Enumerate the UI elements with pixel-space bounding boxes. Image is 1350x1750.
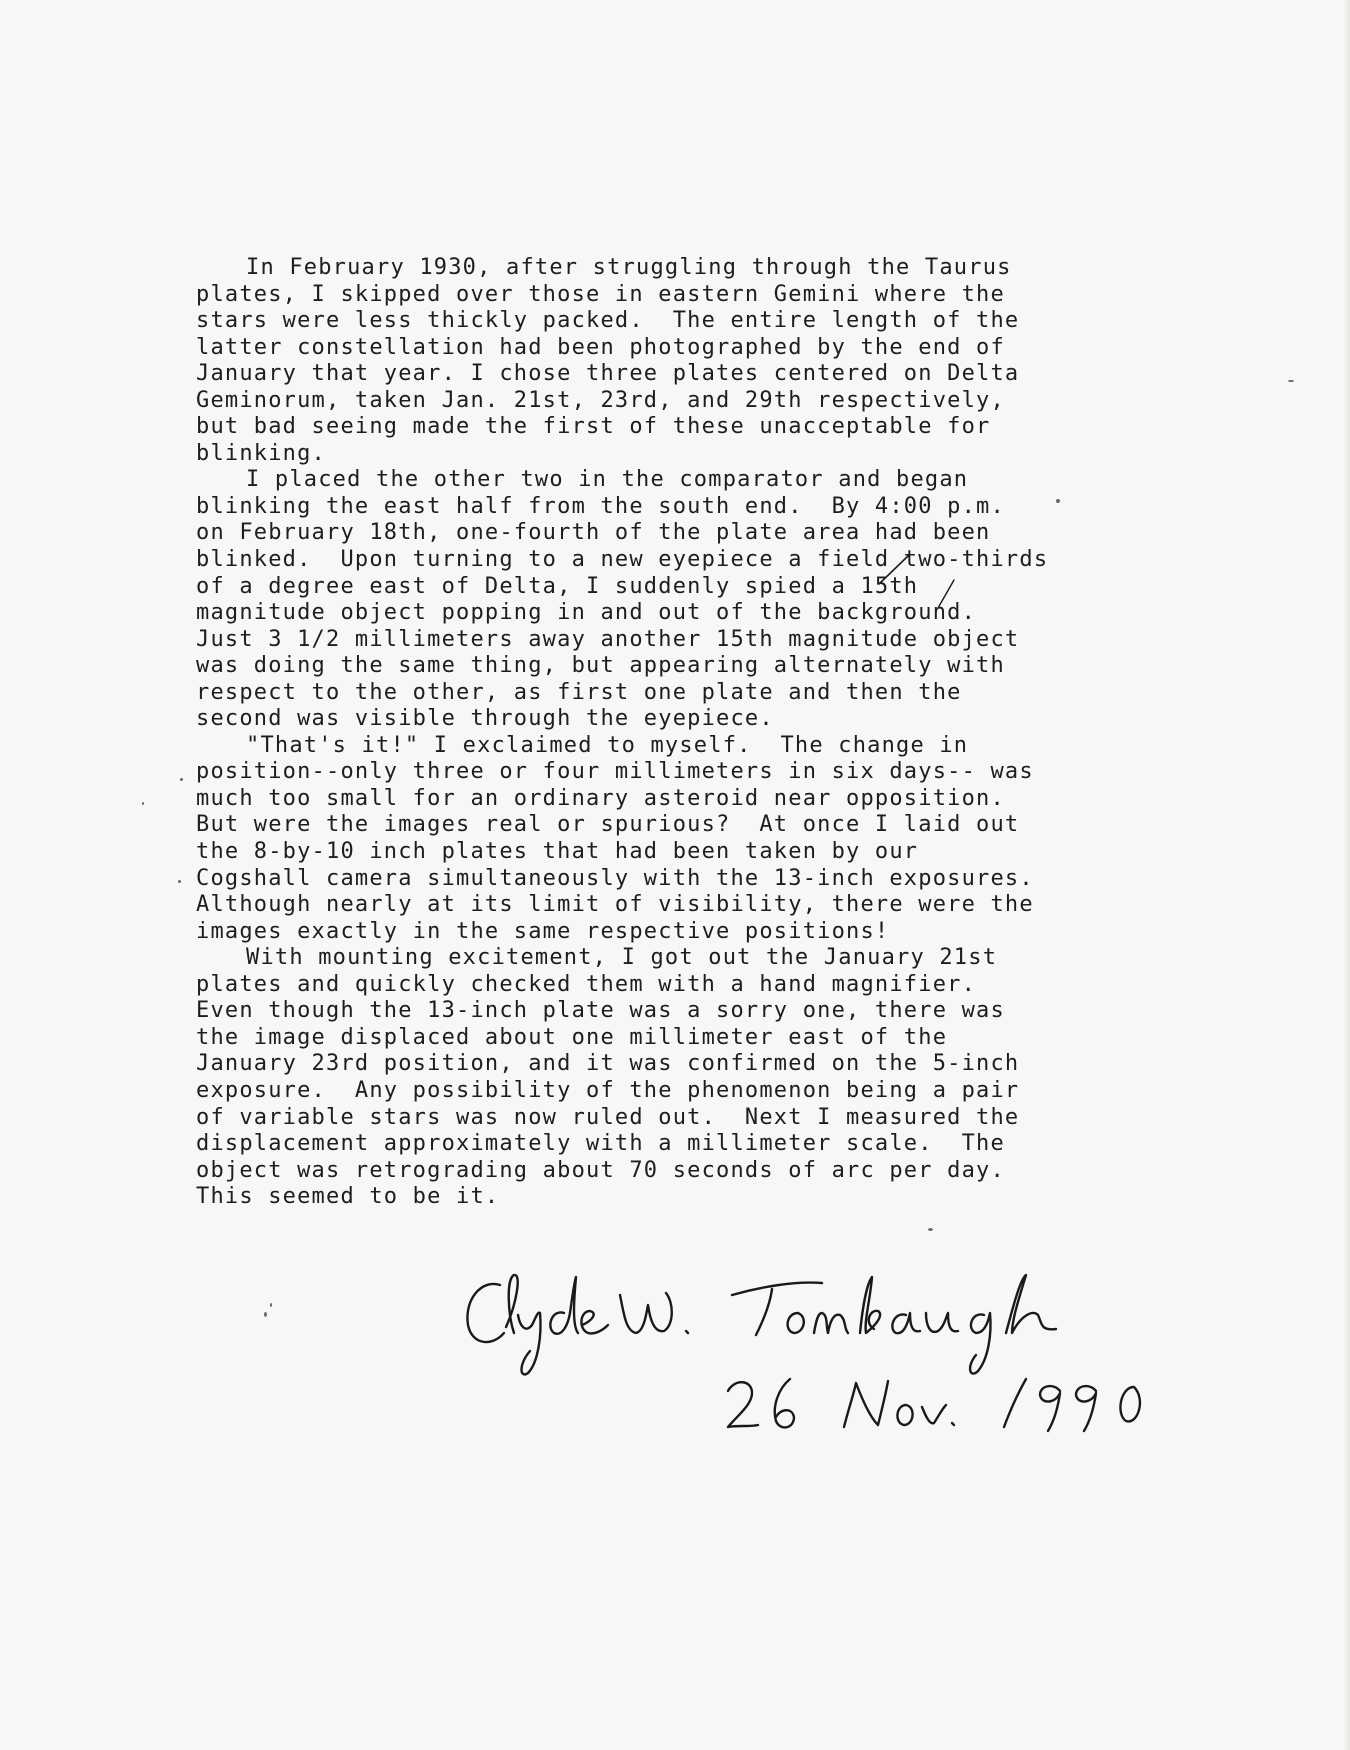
handwritten-strike-mark (876, 552, 912, 588)
letter-line: This seemed to be it. (196, 1184, 500, 1210)
paper-speck (264, 1312, 267, 1317)
letter-line: second was visible through the eyepiece. (196, 706, 774, 732)
paper-speck (1056, 499, 1060, 503)
paper-speck (1288, 380, 1294, 382)
letter-line: of variable stars was now ruled out. Next I measured the (196, 1104, 1020, 1130)
paper-speck (928, 1228, 933, 1231)
letter-line: Even though the 13-inch plate was a sorry one, there was (196, 998, 1005, 1024)
paper-speck (180, 778, 183, 781)
letter-line: but bad seeing made the first of these unacceptable for (196, 414, 991, 440)
letter-line: Just 3 1/2 millimeters away another 15th magnitude object (196, 626, 1020, 652)
letter-line: the image displaced about one millimeter east of the (196, 1024, 948, 1050)
letter-line: object was retrograding about 70 seconds of arc per day. (196, 1157, 1005, 1183)
letter-line: on February 18th, one-fourth of the plate area had been (196, 520, 991, 546)
letter-line: was doing the same thing, but appearing alternately with (196, 653, 1005, 679)
paper-edge (1344, 0, 1350, 1750)
letter-line: Cogshall camera simultaneously with the 13-inch exposures. (196, 865, 1034, 891)
letter-line: January that year. I chose three plates centered on Delta (196, 361, 1020, 387)
letter-line: of a degree east of Delta, I suddenly spied a 15th (196, 573, 919, 599)
letter-line: Although nearly at its limit of visibility, there were the (196, 892, 1034, 918)
letter-line: magnitude object popping in and out of the background. (196, 600, 977, 626)
letter-line: blinked. Upon turning to a new eyepiece a field two-thirds (196, 547, 1049, 573)
paper-speck (142, 802, 144, 805)
letter-line: I placed the other two in the comparator and began (246, 467, 969, 493)
signature-date-image (720, 1365, 1160, 1445)
letter-line: latter constellation had been photographed by the end of (196, 334, 1005, 360)
letter-line: With mounting excitement, I got out the January 21st (246, 945, 998, 971)
letter-line: "That's it!" I exclaimed to myself. The change in (246, 732, 969, 758)
letter-line: the 8-by-10 inch plates that had been taken by our (196, 839, 919, 865)
letter-line: blinking the east half from the south end. By 4:00 p.m. (196, 493, 1005, 519)
letter-line: January 23rd position, and it was confirmed on the 5-inch (196, 1051, 1020, 1077)
letter-line: images exactly in the same respective positions! (196, 918, 890, 944)
letter-line: plates and quickly checked them with a hand magnifier. (196, 971, 977, 997)
letter-line: displacement approximately with a millimeter scale. The (196, 1131, 1005, 1157)
paper-speck (178, 880, 181, 883)
letter-line: Geminorum, taken Jan. 21st, 23rd, and 29th respectively, (196, 387, 1005, 413)
paper-speck (270, 1303, 272, 1307)
letter-line: plates, I skipped over those in eastern Gemini where the (196, 281, 1005, 307)
letter-line: stars were less thickly packed. The entire length of the (196, 308, 1020, 334)
letter-line: exposure. Any possibility of the phenomenon being a pair (196, 1077, 1020, 1103)
letter-line: respect to the other, as first one plate and then the (196, 679, 962, 705)
letter-line: But were the images real or spurious? At once I laid out (196, 812, 1020, 838)
letter-line: In February 1930, after struggling through the Taurus (246, 255, 1012, 280)
letter-body (196, 255, 1326, 1211)
handwritten-strike-mark (934, 576, 958, 610)
letter-line: much too small for an ordinary asteroid near opposition. (196, 785, 1005, 811)
letter-line: blinking. (196, 440, 327, 466)
signature-block (460, 1255, 1160, 1455)
letter-line: position--only three or four millimeters in six days-- was (196, 759, 1034, 785)
